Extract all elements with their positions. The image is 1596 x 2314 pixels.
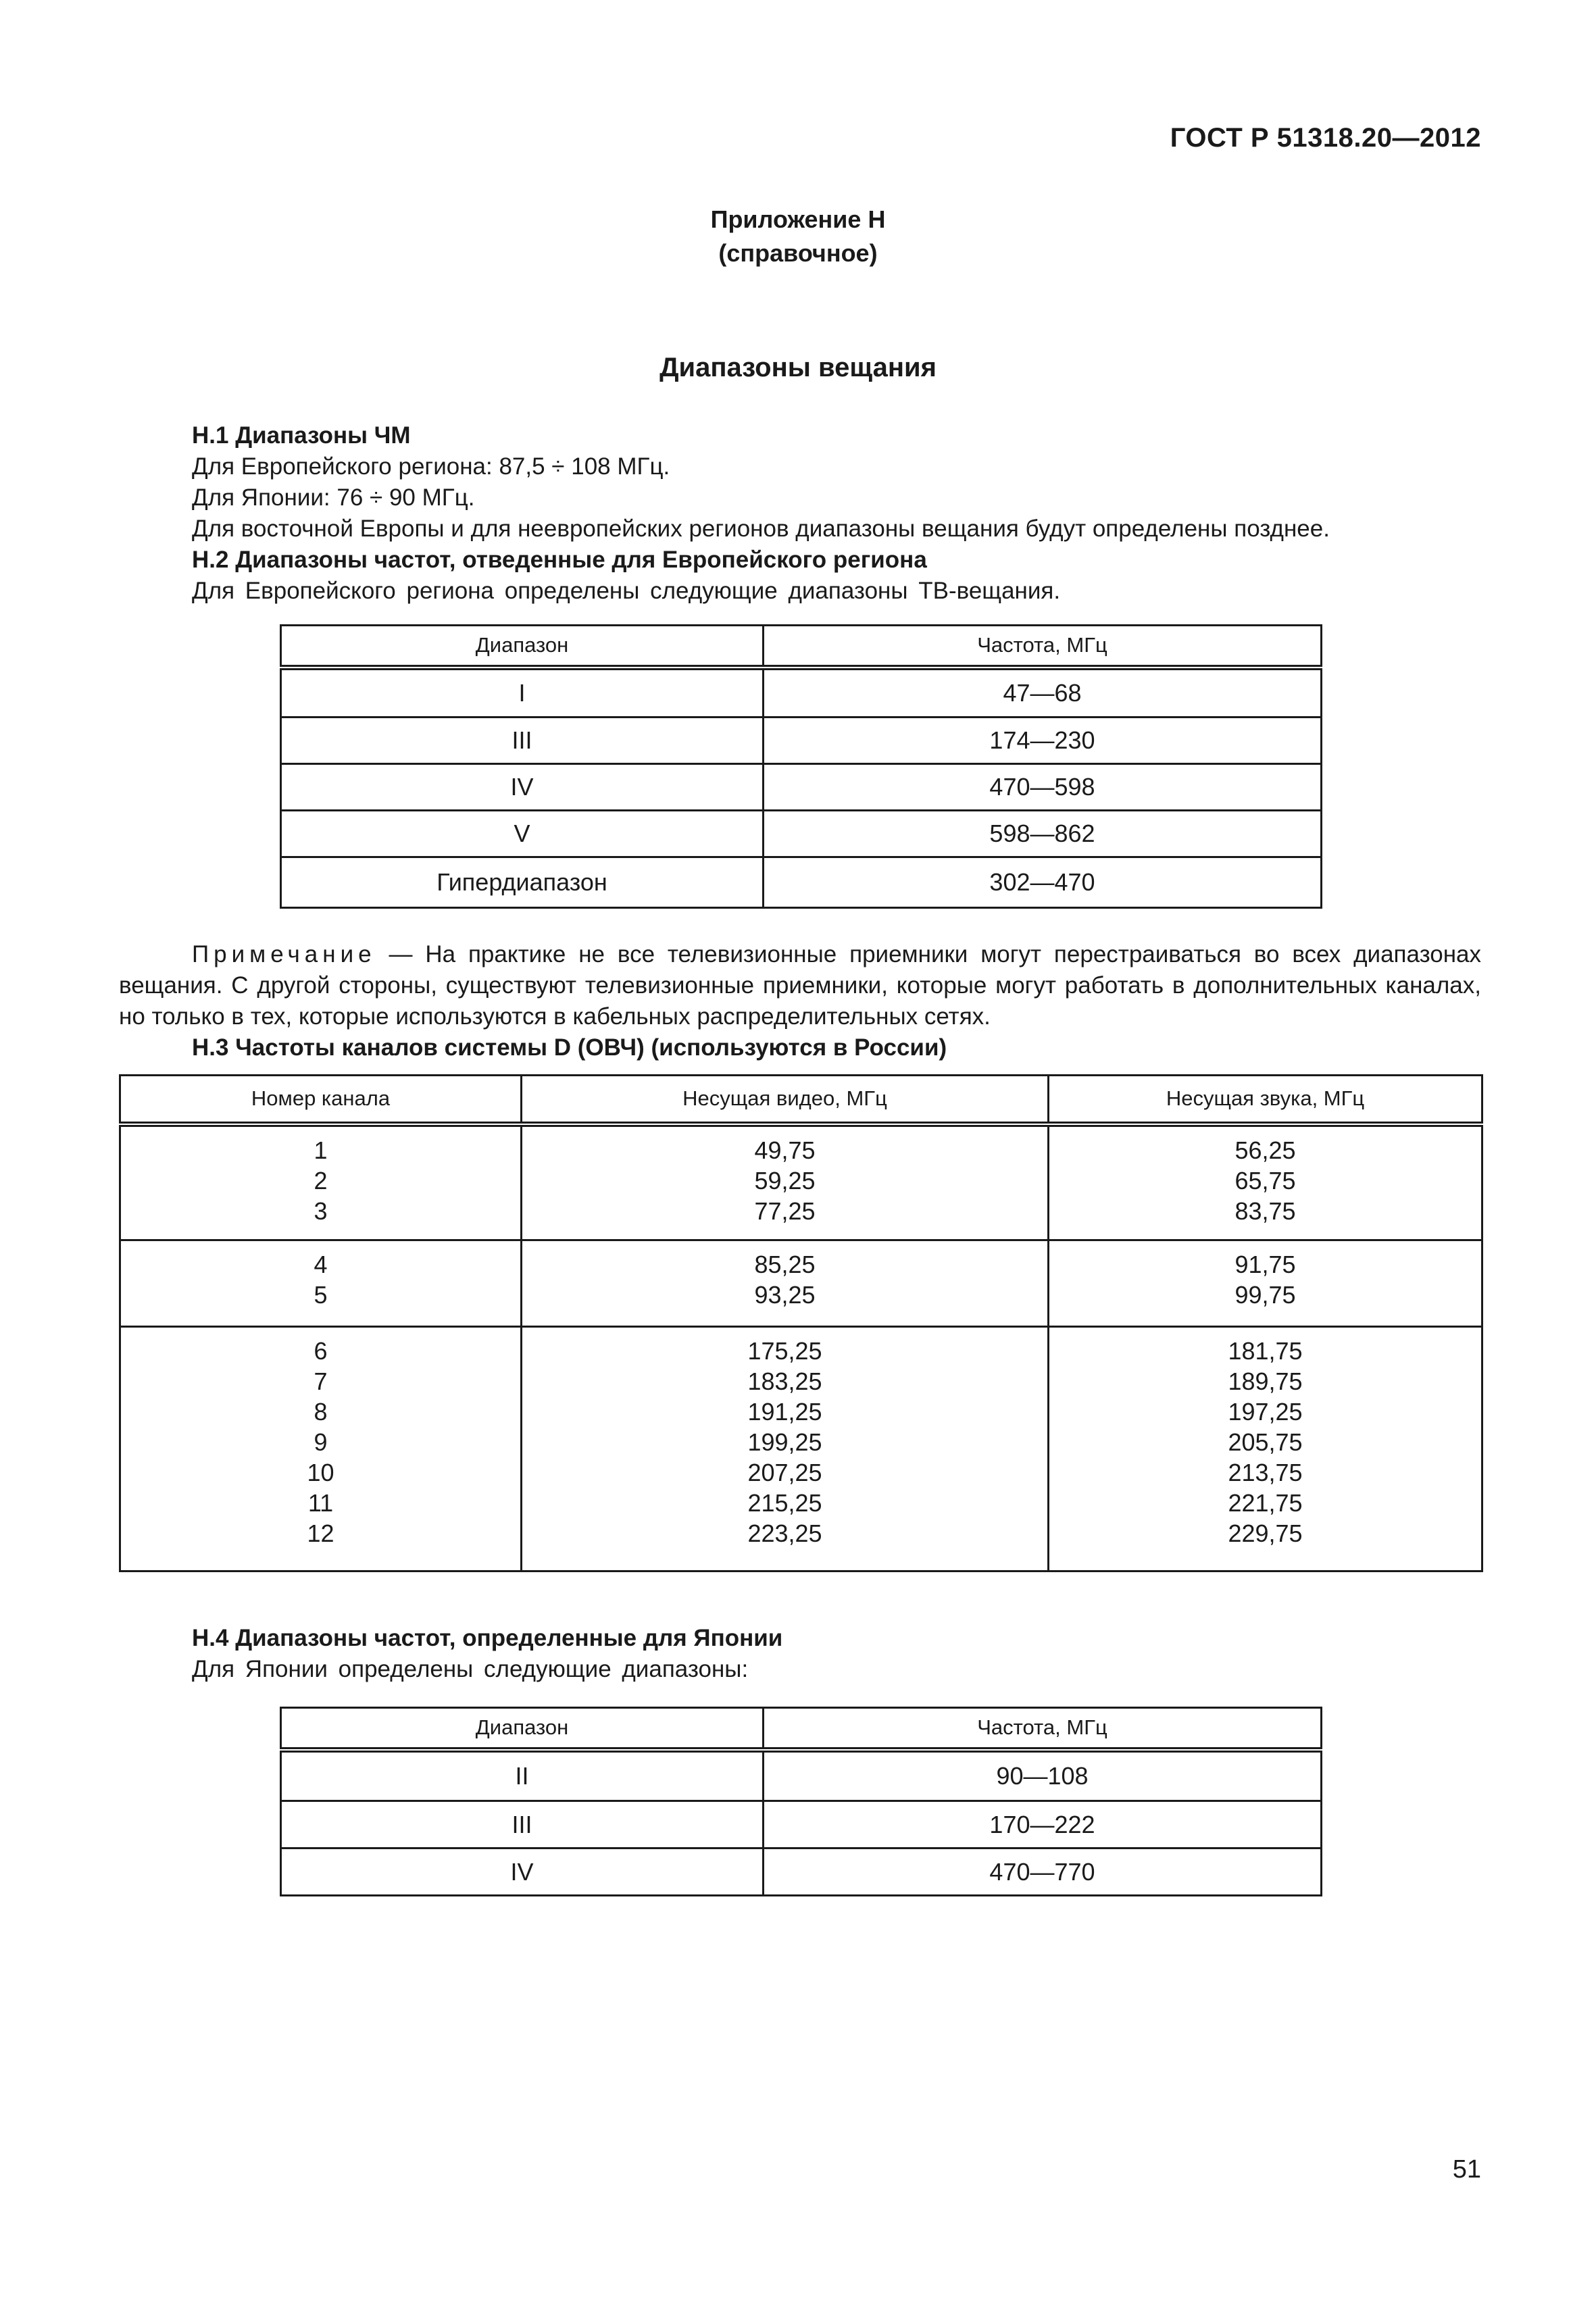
table-row [120, 1240, 1482, 1327]
table-header: Частота, МГц [764, 1708, 1322, 1750]
table-cell: 302—470 [764, 857, 1322, 908]
table-header: Несущая видео, МГц [522, 1076, 1049, 1124]
h1-line-1: Для Европейского региона: 87,5 ÷ 108 МГц. [192, 453, 670, 480]
table-cell: I [281, 668, 764, 718]
h2-heading: Н.2 Диапазоны частот, отведенные для Европейского региона [192, 547, 927, 573]
h4-intro: Для Японии определены следующие диапазоны: [192, 1656, 749, 1682]
channel-numbers: 4 5 [120, 1240, 522, 1327]
h1-heading: Н.1 Диапазоны ЧМ [192, 422, 411, 449]
note [119, 939, 1481, 1032]
table-cell: 170—222 [764, 1801, 1322, 1848]
table-cell: Гипердиапазон [281, 857, 764, 908]
video-carriers: 49,75 59,25 77,25 [522, 1124, 1049, 1240]
audio-carriers: 56,25 65,75 83,75 [1049, 1124, 1482, 1240]
table-cell: II [281, 1750, 764, 1801]
h1-line-2: Для Японии: 76 ÷ 90 МГц. [192, 484, 475, 511]
note-text: — На практике не все телевизионные приемники могут перестраиваться во всех диапазонах вещания. С другой стороны, существуют телевизионные приемники, которые могут работать в дополнительных каналах, но только в тех, которые используются в кабельных распределительных сетях. [119, 941, 1481, 1030]
table-cell: 470—598 [764, 764, 1322, 811]
table-cell: IV [281, 1848, 764, 1896]
table-header: Номер канала [120, 1076, 522, 1124]
h3-heading: Н.3 Частоты каналов системы D (ОВЧ) (используются в России) [192, 1034, 947, 1061]
table-header: Частота, МГц [764, 626, 1322, 668]
annex-title: Приложение Н [710, 205, 886, 233]
japan-bands-table [280, 1707, 1322, 1896]
channel-numbers: 1 2 3 [120, 1124, 522, 1240]
video-carriers: 85,25 93,25 [522, 1240, 1049, 1327]
table-cell: III [281, 718, 764, 764]
table-cell: 90—108 [764, 1750, 1322, 1801]
table-header: Диапазон [281, 626, 764, 668]
audio-carriers: 91,75 99,75 [1049, 1240, 1482, 1327]
channels-table [119, 1074, 1483, 1572]
h1-line-3: Для восточной Европы и для неевропейских регионов диапазоны вещания будут определены позднее. [192, 515, 1330, 542]
video-carriers: 175,25 183,25 191,25 199,25 207,25 215,25 223,25 [522, 1327, 1049, 1571]
annex-type: (справочное) [718, 239, 878, 267]
audio-carriers: 181,75 189,75 197,25 205,75 213,75 221,75 229,75 [1049, 1327, 1482, 1571]
table-row [120, 1327, 1482, 1571]
table-cell: 598—862 [764, 811, 1322, 857]
table-header: Несущая звука, МГц [1049, 1076, 1482, 1124]
h4-heading: Н.4 Диапазоны частот, определенные для Японии [192, 1625, 783, 1651]
table-cell: 47—68 [764, 668, 1322, 718]
standard-number: ГОСТ Р 51318.20—2012 [1170, 123, 1481, 153]
table-cell: III [281, 1801, 764, 1848]
table-cell: IV [281, 764, 764, 811]
section-title: Диапазоны вещания [659, 353, 937, 382]
table-cell: V [281, 811, 764, 857]
note-label: Примечание [192, 941, 376, 967]
page-number: 51 [1452, 2155, 1481, 2184]
channel-numbers: 6 7 8 9 10 11 12 [120, 1327, 522, 1571]
eu-bands-table [280, 624, 1322, 909]
table-cell: 174—230 [764, 718, 1322, 764]
h2-intro: Для Европейского региона определены следующие диапазоны ТВ-вещания. [192, 578, 1061, 604]
table-cell: 470—770 [764, 1848, 1322, 1896]
table-header: Диапазон [281, 1708, 764, 1750]
table-row [120, 1124, 1482, 1240]
